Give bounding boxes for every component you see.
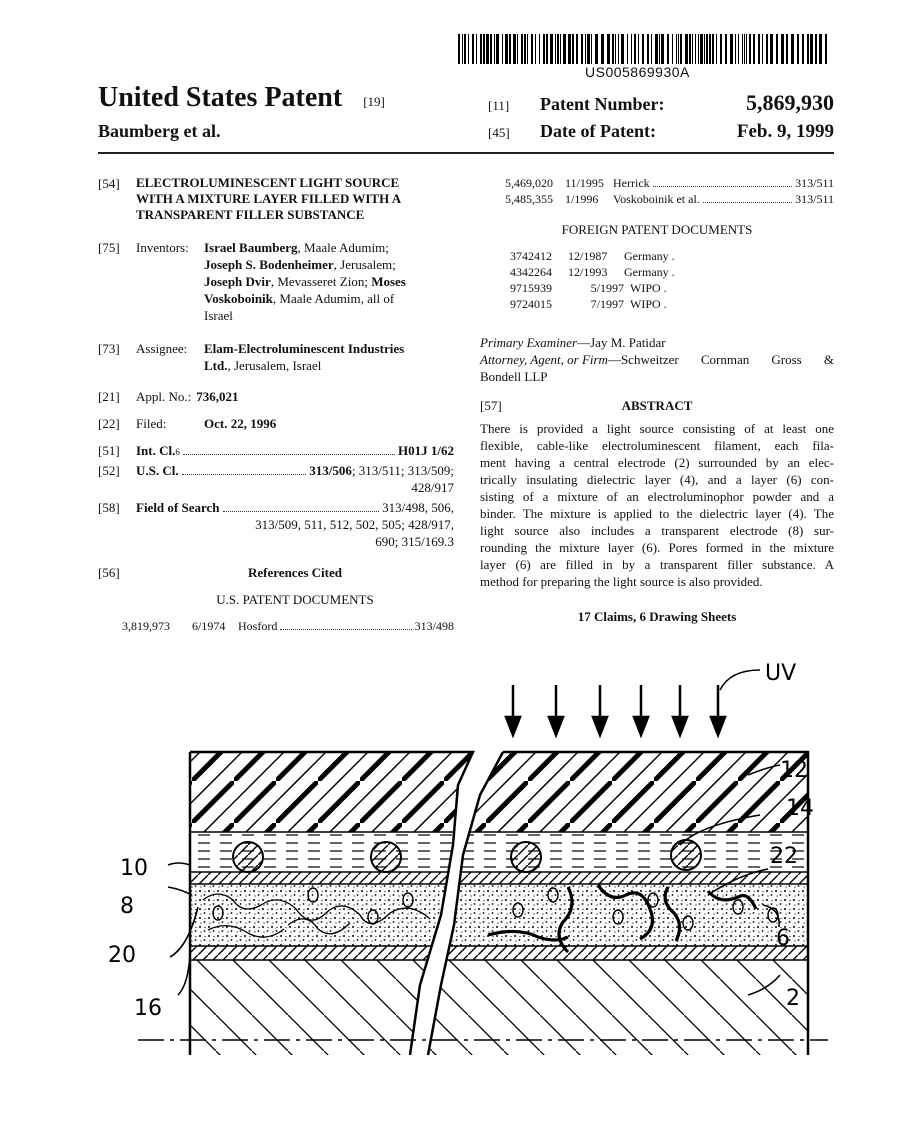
foreign-doc-num: 4342264 [510,265,552,279]
inventors-section [98,239,454,324]
us-doc-date: 6/1974 [192,619,226,633]
barcode-image [458,34,830,64]
barcode-bar [746,34,747,64]
abstract-line: rounding the mixture layer (6). Pores formed in the mixture [480,540,834,555]
patent-date-row [488,121,834,143]
foreign-doc-row [510,248,834,264]
us-docs-title: U.S. PATENT DOCUMENTS [216,592,374,607]
inventor-name: Joseph Dvir [204,274,271,289]
barcode-bar [591,34,592,64]
inventor-name: Voskoboinik [204,291,273,306]
us-cl-code: [52] [98,463,120,478]
foreign-doc-date: 7/1997 [590,297,624,311]
references-section [98,564,454,581]
us-doc-row [505,175,834,191]
foreign-doc-num: 9715939 [510,281,552,295]
barcode-bar [531,34,533,64]
barcode-bar [738,34,739,64]
barcode-bar [709,34,711,64]
barcode-bar [572,34,574,64]
barcode-bar [468,34,469,64]
us-doc-num: 5,485,355 [505,192,553,206]
patent-date-label: Date of Patent: [540,121,656,141]
barcode-bar [770,34,773,64]
assignee-section [98,340,454,374]
barcode-bar [725,34,727,64]
us-doc-num: 5,469,020 [505,176,553,190]
barcode-bar [704,34,705,64]
field-search-section [98,499,454,550]
barcode-bar [753,34,755,64]
barcode-bar [612,34,614,64]
abstract-code: [57] [480,398,502,413]
abstract-header [480,397,834,414]
assignee-name-end: Ltd. [204,358,228,373]
barcode-bar [676,34,677,64]
barcode-bar [735,34,736,64]
foreign-doc-row [510,280,834,296]
attorney-line2: Bondell LLP [480,369,548,384]
inventors-code: [75] [98,240,120,255]
barcode-bar [758,34,760,64]
barcode-bar [786,34,788,64]
barcode-bar [483,34,485,64]
barcode-bar [513,34,516,64]
us-cl-section [98,462,454,496]
barcode-bar [642,34,644,64]
barcode-bar [744,34,745,64]
inventor-name: Israel Baumberg [204,240,298,255]
foreign-doc-country: WIPO . [630,281,667,295]
abstract-line: method for preparing the light source is also provided. [480,574,763,589]
foreign-doc-country: Germany . [624,265,675,279]
field-line3: 690; 315/169.3 [375,534,454,549]
barcode-bar [618,34,619,64]
label-12: 12 [780,758,808,783]
barcode-bar [462,34,463,64]
appl-label: Appl. No.: [136,389,192,404]
filed-code: [22] [98,416,120,431]
label-20: 20 [108,943,136,968]
label-uv: UV [765,661,797,686]
foreign-doc-date: 12/1987 [568,249,608,263]
inventor-name: Moses [371,274,406,289]
barcode-bar [615,34,616,64]
inventor-name: Joseph S. Bodenheimer [204,257,334,272]
abstract-body [480,420,834,590]
barcode-bar [749,34,751,64]
barcode-bar [527,34,528,64]
inventor-place: , Maale Adumim, all of [272,291,395,306]
right-column [480,175,834,625]
barcode-bar [685,34,688,64]
appl-value: 736,021 [196,389,239,404]
appl-code: [21] [98,389,120,404]
label-22: 22 [770,844,798,869]
foreign-doc-num: 9724015 [510,297,552,311]
header-rule [98,152,834,154]
barcode-bar [825,34,827,64]
barcode-bar [797,34,799,64]
barcode-bar [802,34,804,64]
barcode-bar [651,34,652,64]
assignee-place: , Jerusalem, Israel [227,358,322,373]
label-16: 16 [134,996,162,1021]
refs-code: [56] [98,565,120,580]
int-cl-section [98,442,454,461]
attorney-label: Attorney, Agent, or Firm [480,352,608,367]
invention-title-line: WITH A MIXTURE LAYER FILLED WITH A [136,191,402,206]
barcode-bar [601,34,604,64]
foreign-doc-date: 5/1997 [590,281,624,295]
abstract-line: sisting of a mixture of an electroluminophor powder and a [480,489,834,504]
barcode-bar [762,34,763,64]
invention-title-line: TRANSPARENT FILLER SUBSTANCE [136,207,365,222]
barcode-bar [535,34,536,64]
barcode-bar [521,34,523,64]
assignee-label: Assignee: [136,341,188,356]
left-column [98,175,454,634]
patent-date-value: Feb. 9, 1999 [736,121,834,142]
barcode-bar [517,34,518,64]
us-doc-date: 1/1996 [565,192,599,206]
barcode-bar [807,34,809,64]
barcode-bar [585,34,586,64]
foreign-doc-row [510,264,834,280]
barcode-text: US005869930A [585,64,690,80]
barcode-bar [680,34,682,64]
int-cl-label: Int. Cl. [136,443,176,458]
barcode-bar [742,34,743,64]
barcode-bar [766,34,768,64]
abstract-line: trically insulating dielectric layer (4), and a layer (6) con- [480,472,834,487]
examiner-name: —Jay M. Patidar [577,335,666,350]
barcode-bar [672,34,673,64]
patent-title [98,82,385,114]
barcode-bar [568,34,571,64]
cross-section-drawing [108,655,828,1115]
us-doc-name: Voskoboinik et al. [613,192,700,206]
barcode-bar [627,34,628,64]
barcode-bar [655,34,658,64]
barcode-bar [638,34,639,64]
barcode-bar [458,34,460,64]
barcode-bar [581,34,583,64]
patent-title-text: United States Patent [98,82,343,113]
label-14: 14 [786,796,814,821]
us-doc-name: Hosford [238,619,278,633]
patent-authors: Baumberg et al. [98,121,221,141]
us-doc-name: Herrick [613,176,650,190]
field-code: [58] [98,500,120,515]
refs-title: References Cited [248,565,342,580]
attorney-name: —Schweitzer Cornman Gross & [607,352,834,367]
barcode-bar [524,34,526,64]
barcode-bar [502,34,503,64]
barcode-bar [486,34,489,64]
barcode-bar [667,34,669,64]
barcode-bar [712,34,714,64]
examiner-label: Primary Examiner [480,335,578,350]
us-doc-row [122,618,454,634]
patent-number-label: Patent Number: [540,94,665,114]
barcode-bar [776,34,778,64]
barcode-bar [791,34,794,64]
abstract-title: ABSTRACT [621,398,693,413]
barcode-bar [661,34,664,64]
barcode-bar [720,34,722,64]
barcode-bar [494,34,495,64]
barcode-bar [490,34,492,64]
barcode-bar [539,34,540,64]
assignee-name: Elam-Electroluminescent Industries [204,341,405,356]
barcode-bar [464,34,466,64]
barcode-bar [563,34,566,64]
barcode-bar [716,34,717,64]
attorney-line [480,351,834,368]
filed-value: Oct. 22, 1996 [204,416,277,431]
field-label: Field of Search [136,500,220,515]
barcode-bar [695,34,696,64]
barcode-bar [647,34,649,64]
inventor-place: , Maale Adumim; [297,240,389,255]
claims-line: 17 Claims, 6 Drawing Sheets [577,609,737,624]
barcode-bar [550,34,553,64]
barcode-bar [587,34,590,64]
barcode-bar [595,34,598,64]
patent-number-value: 5,869,930 [746,90,834,115]
barcode-bar [546,34,548,64]
us-cl-label: U.S. Cl. [136,463,179,478]
patent-date-code: [45] [488,125,510,140]
filed-label: Filed: [136,416,167,431]
invention-title-line: ELECTROLUMINESCENT LIGHT SOURCE [136,175,400,190]
title-code: [54] [98,176,120,191]
us-doc-date: 11/1995 [565,176,604,190]
inventor-place: , Jerusalem; [333,257,396,272]
barcode-bar [631,34,632,64]
barcode-bar [496,34,499,64]
barcode [458,34,830,64]
appl-no-section [98,388,454,405]
barcode-bar [815,34,817,64]
foreign-doc-country: WIPO . [630,297,667,311]
us-doc-num: 3,819,973 [122,619,170,633]
abstract-line: binder. The mixture is applied to the dielectric layer (4). The [480,506,834,521]
filed-section [98,415,454,432]
us-doc-class: 313/511 [795,176,834,190]
inventors-label: Inventors: [136,240,189,255]
assignee-code: [73] [98,341,120,356]
abstract-line: ment having a central electrode (2) surrounded by an elec- [480,455,834,470]
foreign-docs-title: FOREIGN PATENT DOCUMENTS [561,222,753,237]
patent-number-row [488,90,834,116]
label-2: 2 [786,986,800,1011]
barcode-bar [509,34,511,64]
barcode-bar [810,34,813,64]
barcode-bar [689,34,691,64]
label-10: 10 [120,856,148,881]
barcode-bar [698,34,699,64]
foreign-doc-num: 3742412 [510,249,552,263]
barcode-bar [576,34,578,64]
barcode-bar [505,34,508,64]
barcode-bar [706,34,708,64]
us-cl-primary: 313/506 [309,463,352,478]
abstract-line: layer (6) are filled in by a transparent filler substance. A [480,557,834,572]
patent-title-code: [19] [363,94,385,109]
barcode-bar [472,34,474,64]
abstract-line: light source also includes a transparent electrode (8) sur- [480,523,834,538]
barcode-bar [730,34,733,64]
int-cl-sup: 6 [175,447,180,457]
abstract-line: flexible, cable-like electroluminescent filament, each fila- [480,438,834,453]
inventor-place: , Mevasseret Zion; [270,274,372,289]
barcode-bar [819,34,822,64]
barcode-bar [678,34,679,64]
us-doc-row [505,191,834,207]
us-doc-class: 313/511 [795,192,834,206]
label-6: 6 [776,926,790,951]
barcode-bar [692,34,693,64]
patent-number-code: [11] [488,98,510,113]
barcode-bar [557,34,559,64]
barcode-bar [476,34,477,64]
foreign-doc-row [510,296,834,312]
barcode-bar [634,34,636,64]
label-8: 8 [120,894,134,919]
barcode-bar [543,34,545,64]
us-cl-rest: ; 313/511; 313/509; [351,463,454,478]
int-cl-value: H01J 1/62 [398,443,454,458]
barcode-bar [659,34,660,64]
barcode-bar [700,34,703,64]
barcode-bar [555,34,556,64]
abstract-line: There is provided a light source consisting of at least one [480,421,834,436]
field-line2: 313/509, 511, 512, 502, 505; 428/917, [255,517,454,532]
us-cl-line2: 428/917 [411,480,454,495]
foreign-doc-date: 12/1993 [568,265,608,279]
title-section [98,175,454,223]
field-line1: 313/498, 506, [382,500,454,515]
barcode-bar [621,34,624,64]
examiner-line [480,334,834,351]
foreign-doc-country: Germany . [624,249,675,263]
barcode-bar [560,34,561,64]
us-doc-class: 313/498 [414,619,454,633]
int-cl-code: [51] [98,443,120,458]
barcode-bar [480,34,482,64]
inventor-place: Israel [204,308,233,323]
barcode-bar [607,34,610,64]
barcode-bar [781,34,784,64]
